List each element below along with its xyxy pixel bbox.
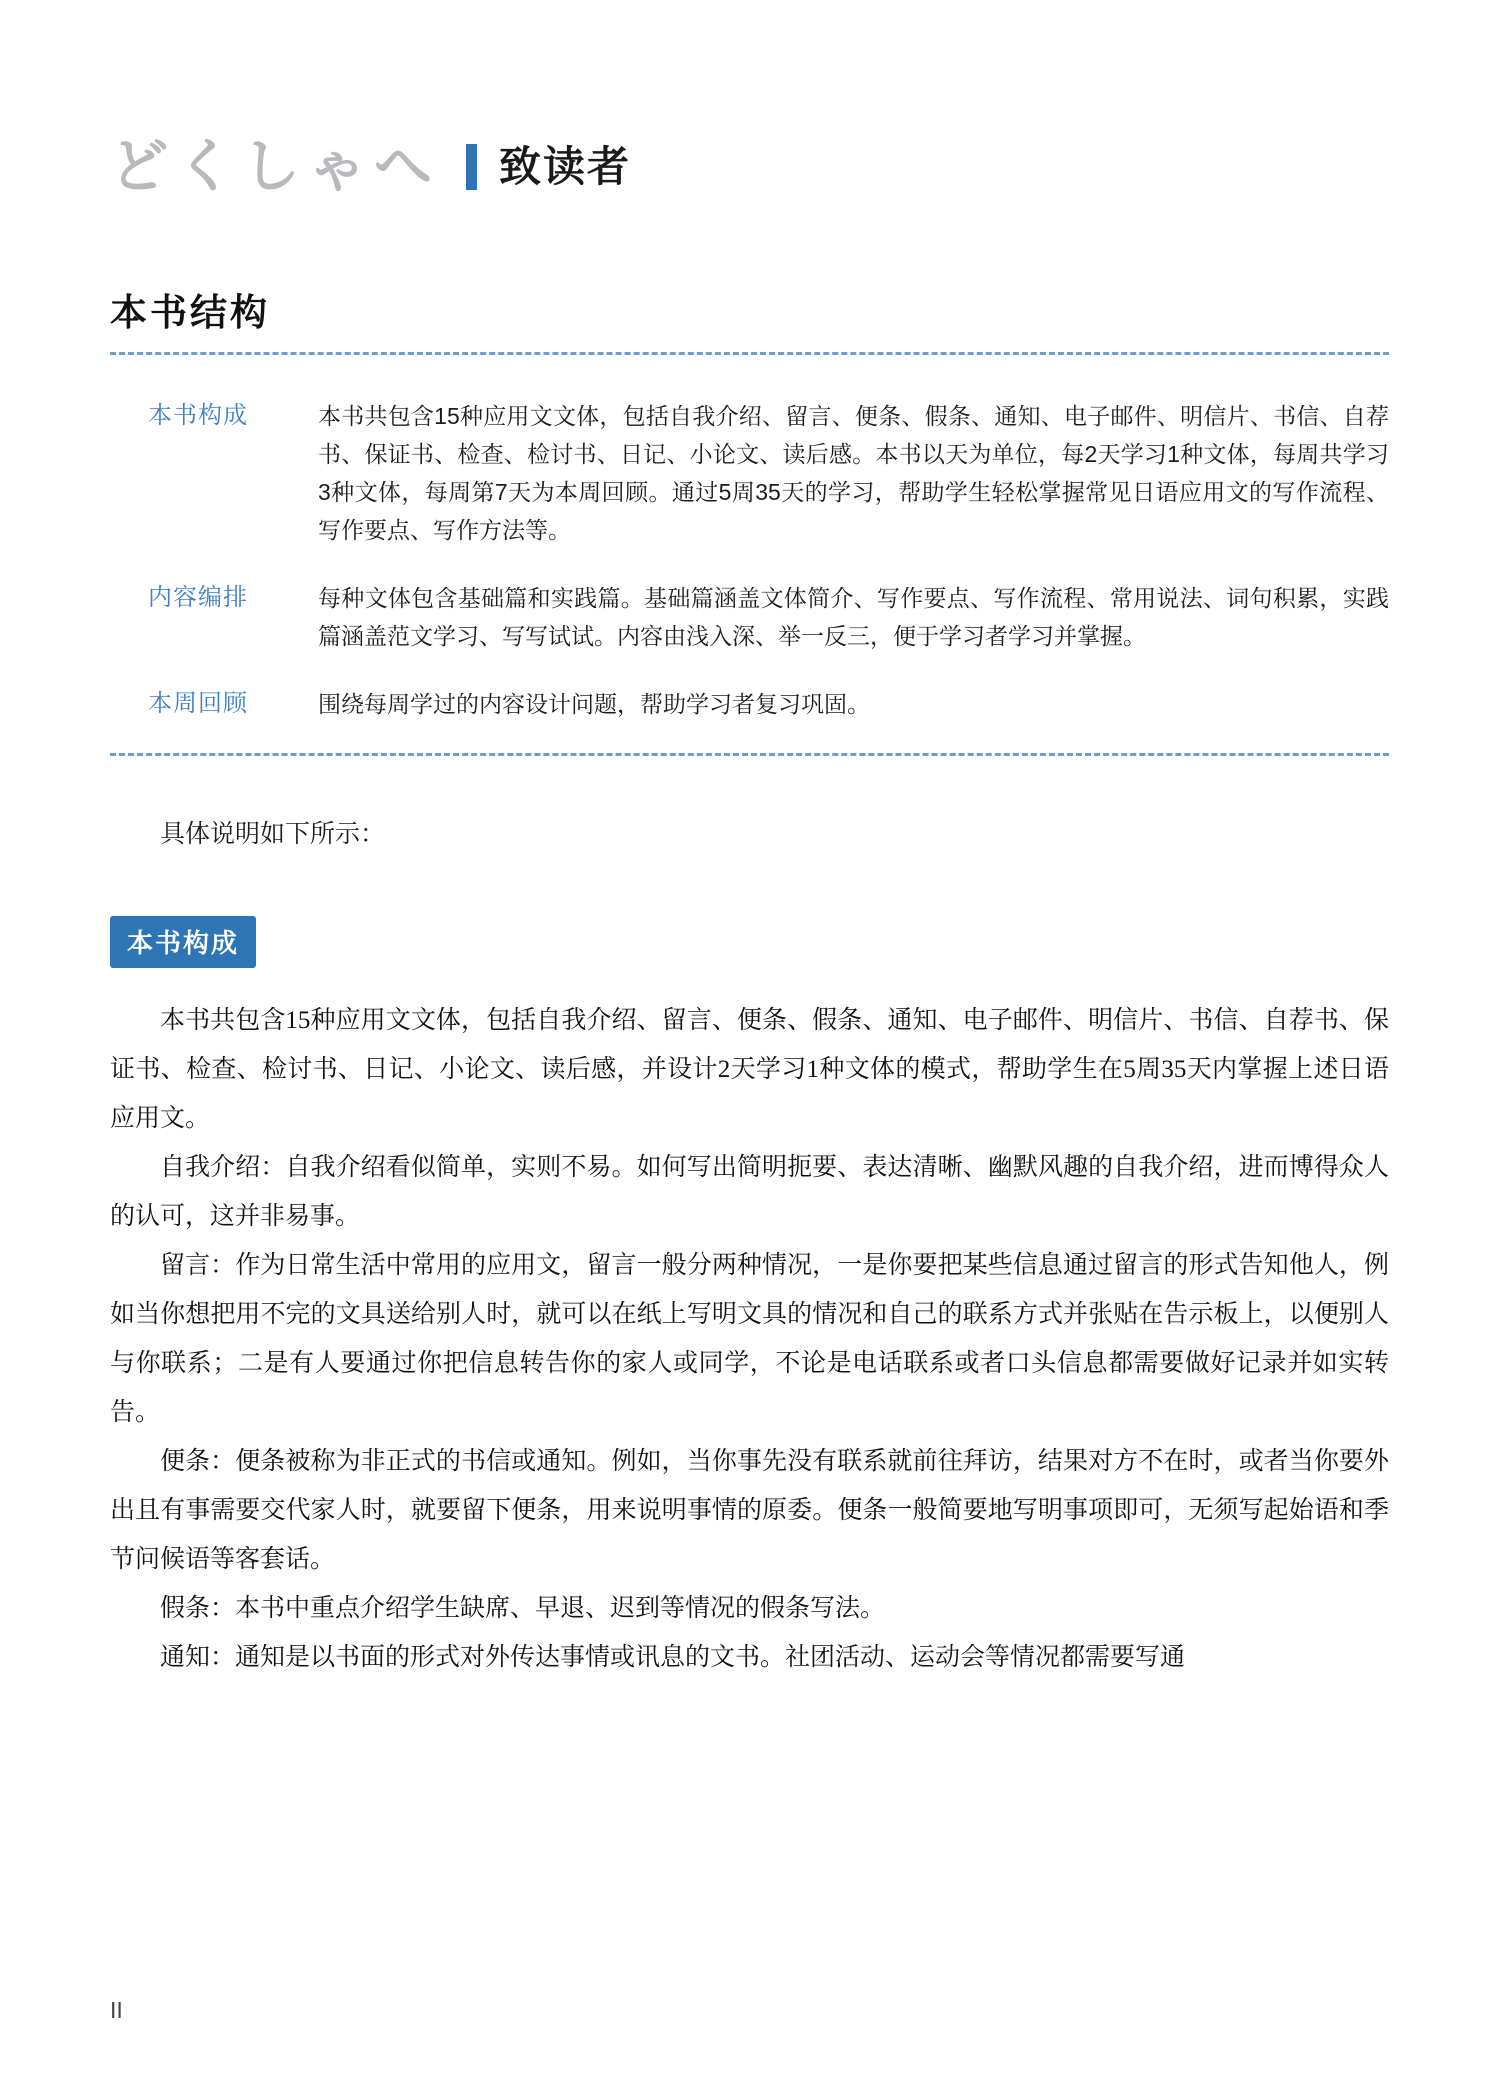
definition-text: 每种文体包含基础篇和实践篇。基础篇涵盖文体简介、写作要点、写作流程、常用说法、词句积累，实践篇涵盖范文学习、写写试试。内容由浅入深、举一反三，便于学习者学习并掌握。	[318, 585, 1389, 649]
definition-label: 本书构成	[148, 402, 248, 429]
structure-definition-list	[110, 397, 1389, 723]
paragraph: 留言：作为日常生活中常用的应用文，留言一般分两种情况，一是你要把某些信息通过留言的形式告知他人，例如当你想把用不完的文具送给别人时，就可以在纸上写明文具的情况和自己的联系方式并张贴在告示板上，以便别人与你联系；二是有人要通过你把信息转告你的家人或同学，不论是电话联系或者口头信息都需要做好记录并如实转告。	[110, 1252, 1389, 1426]
chinese-title: 致读者	[499, 143, 632, 190]
definition-label: 内容编排	[148, 584, 248, 611]
paragraph: 假条：本书中重点介绍学生缺席、早退、迟到等情况的假条写法。	[160, 1595, 886, 1622]
definition-row	[110, 685, 1389, 723]
japanese-title: どくしゃへ	[110, 134, 441, 199]
definition-row	[110, 579, 1389, 655]
definition-text: 围绕每周学过的内容设计问题，帮助学习者复习巩固。	[318, 691, 870, 717]
paragraph: 便条：便条被称为非正式的书信或通知。例如，当你事先没有联系就前往拜访，结果对方不在时，或者当你要外出且有事需要交代家人时，就要留下便条，用来说明事情的原委。便条一般简要地写明事项即可，无须写起始语和季节问候语等客套话。	[110, 1448, 1389, 1573]
title-divider-bar	[466, 144, 477, 190]
section-badge-composition: 本书构成	[110, 916, 256, 968]
page-number: II	[110, 1997, 123, 2023]
paragraph: 自我介绍：自我介绍看似简单，实则不易。如何写出简明扼要、表达清晰、幽默风趣的自我介绍，进而博得众人的认可，这并非易事。	[110, 1154, 1389, 1230]
dashed-divider-top	[110, 352, 1389, 355]
paragraph: 本书共包含15种应用文文体，包括自我介绍、留言、便条、假条、通知、电子邮件、明信片、书信、自荐书、保证书、检查、检讨书、日记、小论文、读后感，并设计2天学习1种文体的模式，帮助学生在5周35天内掌握上述日语应用文。	[110, 1007, 1389, 1132]
section-title-structure: 本书结构	[110, 293, 270, 334]
intro-line: 具体说明如下所示：	[160, 821, 386, 848]
body-text	[110, 996, 1389, 1682]
definition-label: 本周回顾	[148, 690, 248, 717]
definition-row	[110, 397, 1389, 549]
dashed-divider-bottom	[110, 753, 1389, 756]
paragraph: 通知：通知是以书面的形式对外传达事情或讯息的文书。社团活动、运动会等情况都需要写通	[160, 1644, 1186, 1671]
page-header	[110, 0, 1389, 199]
definition-text: 本书共包含15种应用文文体，包括自我介绍、留言、便条、假条、通知、电子邮件、明信片、书信、自荐书、保证书、检查、检讨书、日记、小论文、读后感。本书以天为单位，每2天学习1种文体，每周共学习3种文体，每周第7天为本周回顾。通过5周35天的学习，帮助学生轻松掌握常见日语应用文的写作流程、写作要点、写作方法等。	[318, 403, 1389, 543]
